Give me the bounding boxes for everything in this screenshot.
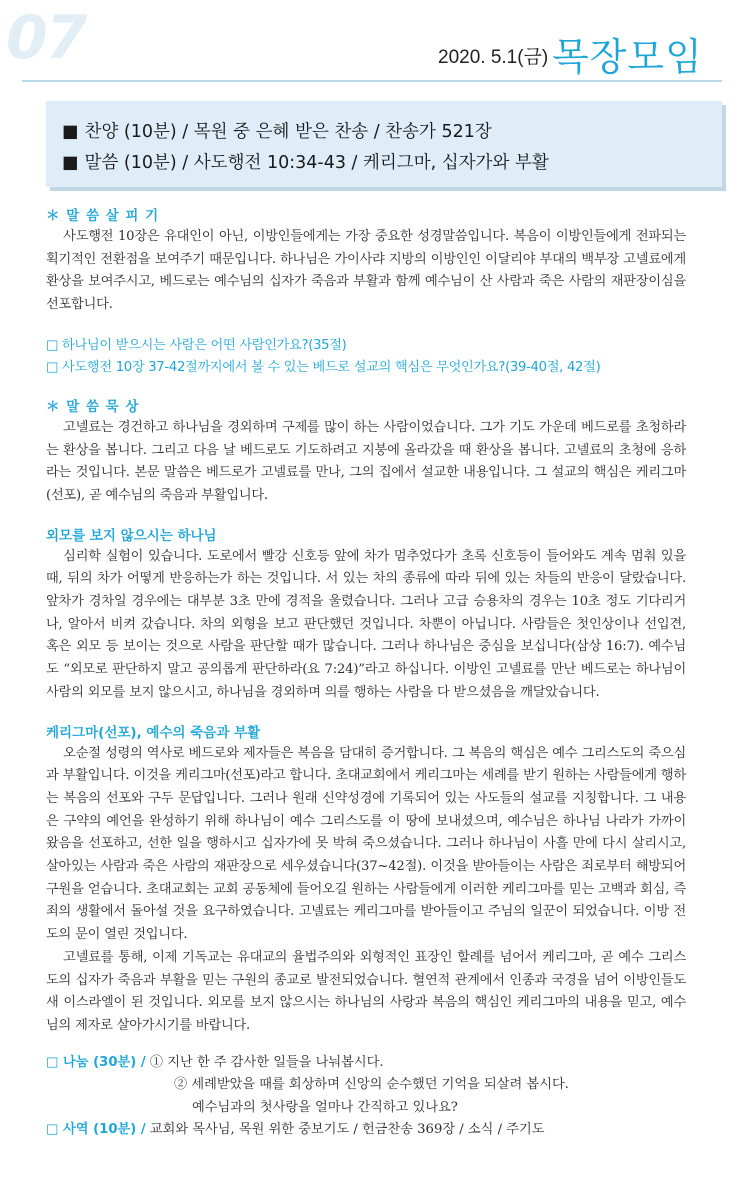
ministry-text: 교회와 목사님, 목원 위한 중보기도 / 헌금찬송 369장 / 소식 / 주기도 bbox=[149, 1122, 545, 1138]
section-title-word-look: ＊ 말 씀 살 피 기 bbox=[46, 208, 160, 224]
sharing-label: □ 나눔 (30분) / bbox=[46, 1054, 146, 1070]
ministry-row bbox=[46, 1119, 686, 1142]
page-title: 목장모임 bbox=[552, 35, 703, 79]
section-body-word-look: 사도행전 10장은 유대인이 아닌, 이방인들에게는 가장 중요한 성경말씀입니다. 복음이 이방인들에게 전파되는 획기적인 전환점을 보여주기 때문입니다. 하나님은 가이사랴 지방의 이방인인 이달리야 부대의 백부장 고넬료에게 환상을 보여주시고, 베드로는 예수님의 십자가 죽음과 부활과 함께 예수님이 산 사람과 죽은 사람의 재판장이심을 선포합니다. bbox=[46, 229, 686, 313]
section-body-kerygma-1: 오순절 성령의 역사로 베드로와 제자들은 복음을 담대히 증거합니다. 그 복음의 핵심은 예수 그리스도의 죽으심과 부활입니다. 이것을 케리그마(선포)라고 합니다. 초대교회에서 케리그마는 세례를 받기 원하는 사람들에게 행하는 복음의 선포와 구두 문답입니다. 그러나 원래 신약성경에 기록되어 있는 사도들의 설교를 지칭합니다. 그 내용은 구약의 예언을 완성하기 위해 하나님이 예수 그리스도를 이 땅에 보내셨으며, 예수님은 하나님 나라가 가까이 왔음을 선포하고, 선한 일을 행하시고 십자가에 못 박혀 죽으셨습니다. 그러나 하나님이 사흘 만에 다시 살리시고, 살아있는 사람과 죽은 사람의 재판장으로 세우셨습니다(37~42절). 이것을 받아들이는 사람은 죄로부터 해방되어 구원을 얻습니다. 초대교회는 교회 공동체에 들어오길 원하는 사람들에게 이러한 케리그마를 믿는 고백과 회심, 즉 죄의 생활에서 돌아설 것을 요구하였습니다. 고넬료는 케리그마를 받아들이고 주님의 일꾼이 되었습니다. 이방 전도의 문이 열린 것입니다. bbox=[46, 745, 686, 943]
page-number: 07 bbox=[6, 3, 86, 73]
square-bullet-icon: ■ bbox=[62, 122, 79, 142]
section-title-meditation: ＊ 말 씀 묵 상 bbox=[46, 398, 140, 415]
summary-praise: ■ 찬양 (10분) / 목원 중 은혜 받은 찬송 / 찬송가 521장 bbox=[62, 122, 492, 142]
main-content bbox=[46, 206, 686, 1142]
question-1: □ 하나님이 받으시는 사람은 어떤 사람인가요?(35절) bbox=[46, 337, 347, 353]
ministry-label: □ 사역 (10분) / bbox=[46, 1122, 146, 1138]
section-body-no-partiality: 심리학 실험이 있습니다. 도로에서 빨강 신호등 앞에 차가 멈추었다가 초록 신호등이 들어와도 계속 멈춰 있을 때, 뒤의 차가 어떻게 반응하는가 하는 것입니다. 서 있는 차의 종류에 따라 뒤에 있는 차들의 반응이 달랐습니다. 앞차가 경차일 경우에는 대부분 3초 만에 경적을 울렸습니다. 그러나 고급 승용차의 경우는 10초 정도 기다리거나, 알아서 비켜 갔습니다. 차의 외형을 보고 판단했던 것입니다. 차뿐이 아닙니다. 사람들은 첫인상이나 선입견, 혹은 외모 등 보이는 것으로 사람을 판단할 때가 많습니다. 그러나 하나님은 중심을 보십니다(삼상 16:7). 예수님도 “외모로 판단하지 말고 공의롭게 판단하라(요 7:24)”라고 하십니다. 이방인 고넬료를 만난 베드로는 하나님이 사람의 외모를 보지 않으시고, 하나님을 경외하며 의를 행하는 사람을 다 받으셨음을 깨달았습니다. bbox=[46, 548, 686, 700]
section-body-meditation: 고넬료는 경건하고 하나님을 경외하며 구제를 많이 하는 사람이었습니다. 그가 기도 가운데 베드로를 초청하라는 환상을 봅니다. 그리고 다음 날 베드로도 기도하려고 지붕에 올라갔을 때 환상을 봅니다. 고넬료의 초청에 응하라는 것입니다. 본문 말씀은 베드로가 고넬료를 만나, 그의 집에서 설교한 내용입니다. 그 설교의 핵심은 케리그마(선포), 곧 예수님의 죽음과 부활입니다. bbox=[46, 419, 686, 503]
summary-word: ■ 말씀 (10분) / 사도행전 10:34-43 / 케리그마, 십자가와 부활 bbox=[62, 153, 549, 173]
square-bullet-icon: ■ bbox=[62, 153, 79, 173]
header-divider bbox=[22, 80, 722, 82]
question-2: □ 사도행전 10장 37-42절까지에서 볼 수 있는 베드로 설교의 핵심은 무엇인가요?(39-40절, 42절) bbox=[46, 359, 601, 375]
section-title-kerygma: 케리그마(선포), 예수의 죽음과 부활 bbox=[46, 724, 261, 741]
header-date: 2020. 5.1(금) bbox=[438, 47, 549, 68]
sharing-item-1: ① 지난 한 주 감사한 일들을 나눠봅시다. bbox=[149, 1054, 384, 1070]
sharing-item-2-continued: 예수님과의 첫사랑을 얼마나 간직하고 있나요? bbox=[192, 1099, 458, 1115]
sharing-item-2: ② 세례받았을 때를 회상하며 신앙의 순수했던 기억을 되살려 봅시다. bbox=[174, 1077, 569, 1093]
section-body-kerygma-2: 고넬료를 통해, 이제 기독교는 유대교의 율법주의와 외형적인 표장인 할례를 넘어서 케리그마, 곧 예수 그리스도의 십자가 죽음과 부활을 믿는 구원의 종교로 발전되었습니다. 혈연적 관계에서 인종과 국경을 넘어 이방인들도 새 이스라엘이 된 것입니다. 외모를 보지 않으시는 하나님의 사랑과 복음의 핵심인 케리그마의 내용을 믿고, 예수님의 제자로 살아가시기를 바랍니다. bbox=[46, 949, 686, 1033]
section-title-no-partiality: 외모를 보지 않으시는 하나님 bbox=[46, 527, 217, 544]
sharing-row-1 bbox=[46, 1052, 686, 1075]
summary-box bbox=[46, 101, 722, 187]
